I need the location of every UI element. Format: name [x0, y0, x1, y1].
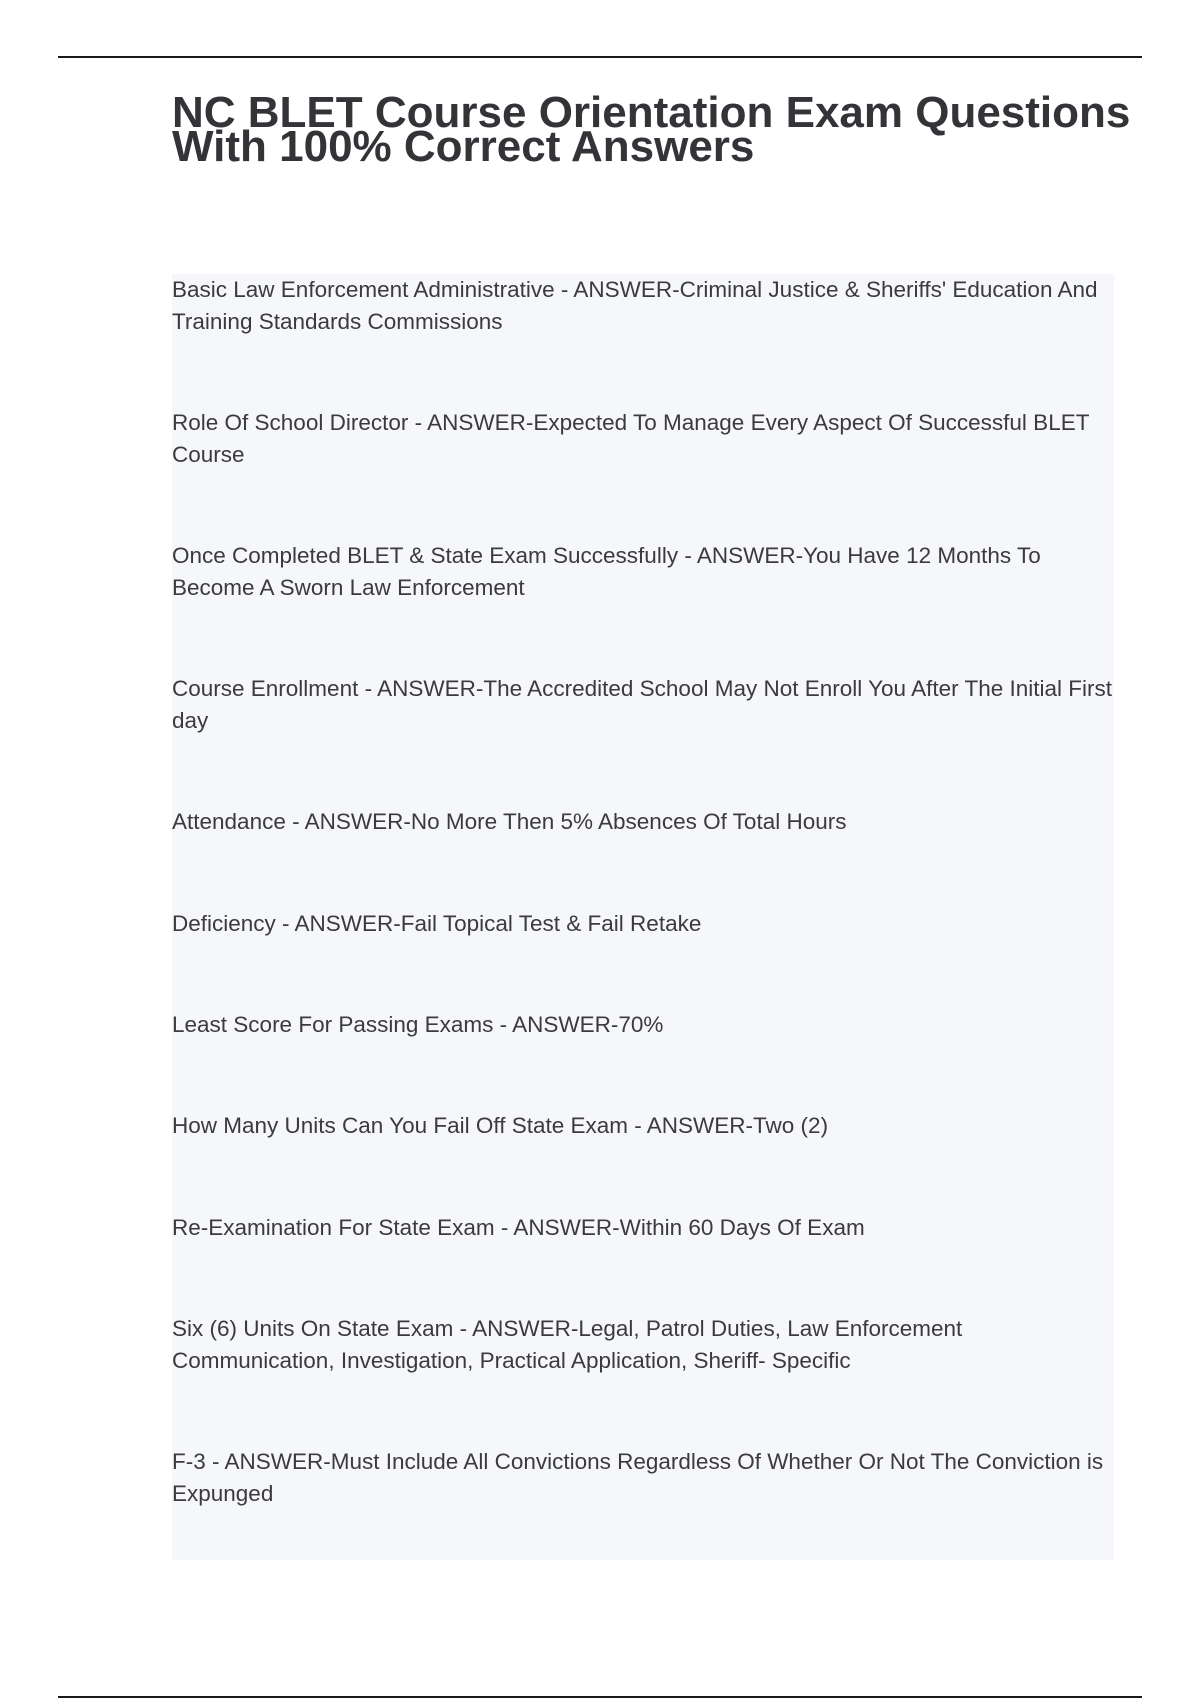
qa-item: Six (6) Units On State Exam - ANSWER-Legal, Patrol Duties, Law Enforcement Communication, Investigation, Practical Application, Sheriff- Specific — [172, 1316, 963, 1373]
qa-item: Attendance - ANSWER-No More Then 5% Absences Of Total Hours — [172, 809, 847, 834]
qa-item: Re-Examination For State Exam - ANSWER-Within 60 Days Of Exam — [172, 1215, 865, 1240]
qa-item: Once Completed BLET & State Exam Successfully - ANSWER-You Have 12 Months To Become A Sworn Law Enforcement — [172, 543, 1041, 600]
qa-item: Basic Law Enforcement Administrative - ANSWER-Criminal Justice & Sheriffs' Education And Training Standards Commissions — [172, 277, 1098, 334]
qa-item: How Many Units Can You Fail Off State Exam - ANSWER-Two (2) — [172, 1113, 829, 1138]
qa-item: Least Score For Passing Exams - ANSWER-70% — [172, 1012, 664, 1037]
qa-item: Deficiency - ANSWER-Fail Topical Test & Fail Retake — [172, 911, 702, 936]
header-rule — [58, 56, 1142, 58]
footer-rule — [58, 1696, 1142, 1698]
qa-item: Role Of School Director - ANSWER-Expected To Manage Every Aspect Of Successful BLET Course — [172, 410, 1090, 467]
document-title: NC BLET Course Orientation Exam Questions With 100% Correct Answers — [172, 88, 1131, 171]
qa-list — [172, 274, 1114, 1560]
qa-item: F-3 - ANSWER-Must Include All Convictions Regardless Of Whether Or Not The Conviction is Expunged — [172, 1449, 1104, 1506]
qa-item: Course Enrollment - ANSWER-The Accredited School May Not Enroll You After The Initial First day — [172, 676, 1112, 733]
